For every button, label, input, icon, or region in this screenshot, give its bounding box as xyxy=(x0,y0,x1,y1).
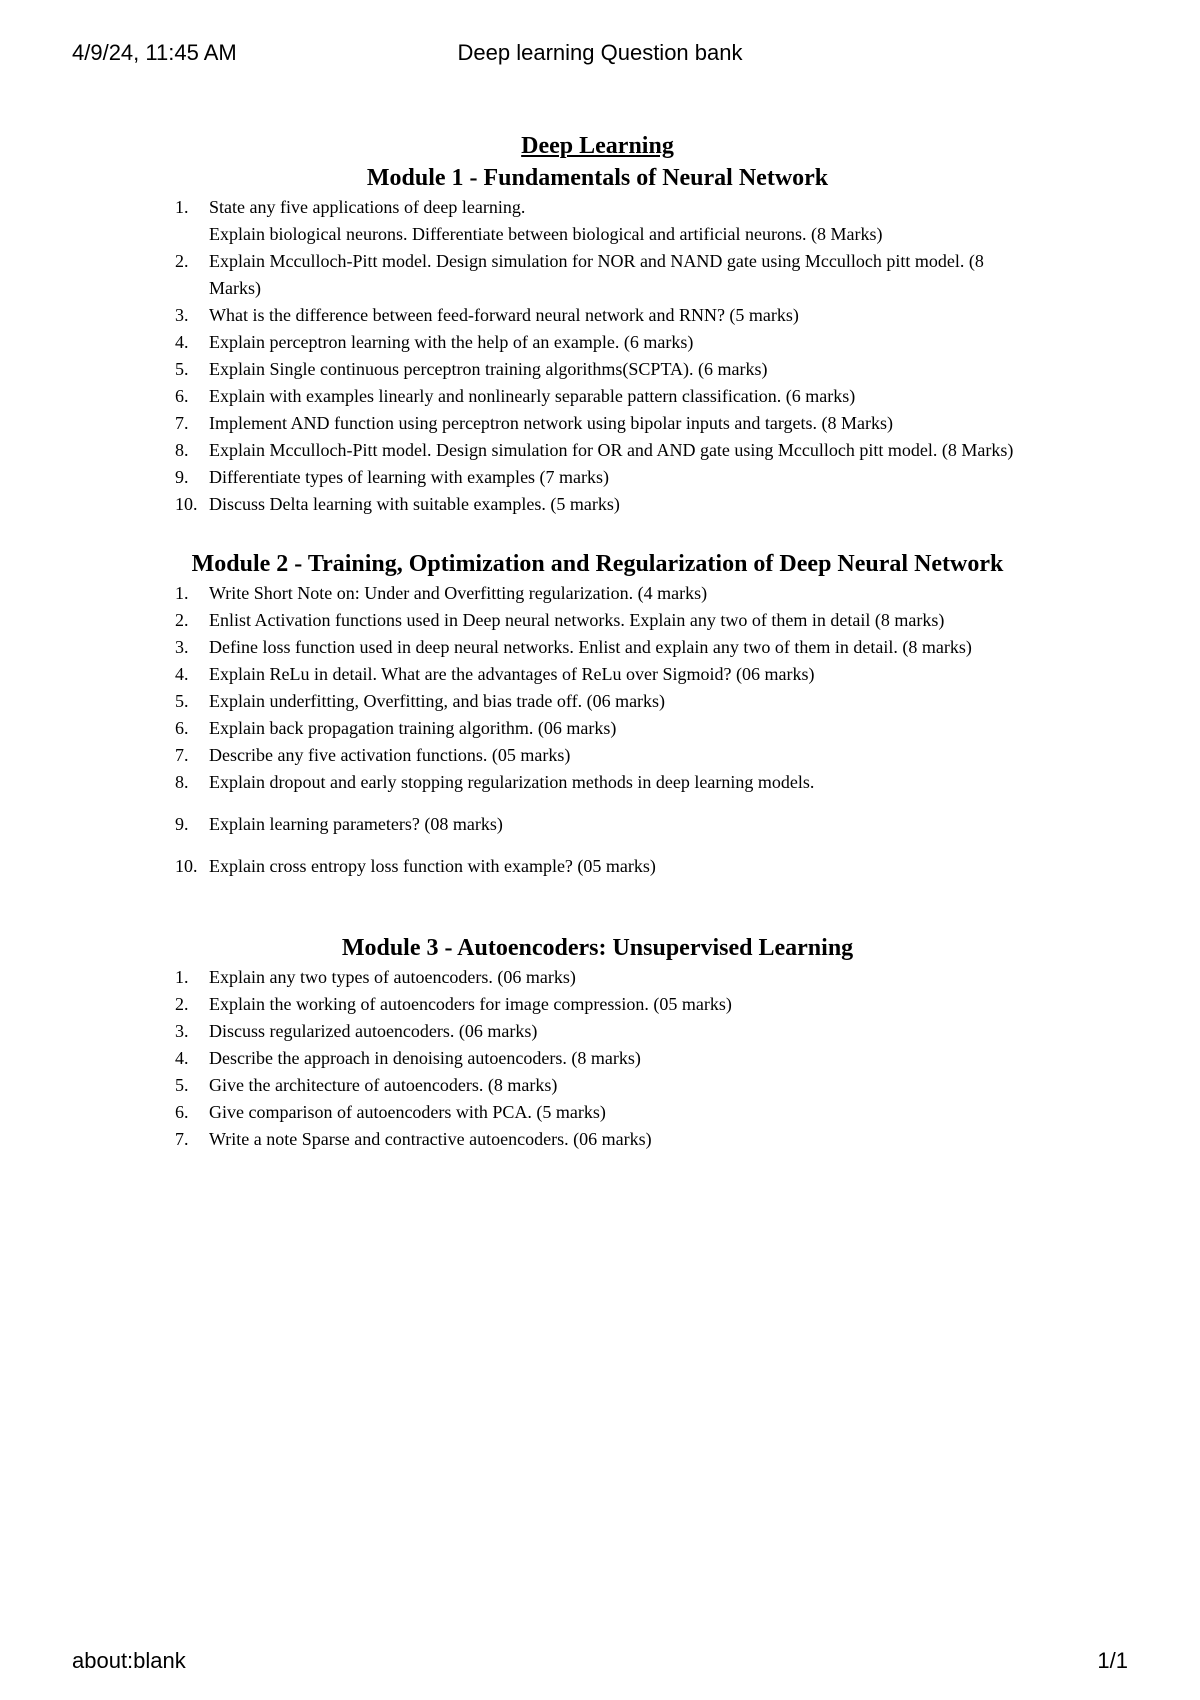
question-number: 5. xyxy=(175,691,189,711)
question-item xyxy=(175,742,1020,769)
question-number: 2. xyxy=(175,251,189,271)
question-number: 3. xyxy=(175,637,189,657)
print-header-title: Deep learning Question bank xyxy=(457,40,743,65)
question-text: Differentiate types of learning with examples (7 marks) xyxy=(209,467,610,487)
question-text: Explain perceptron learning with the help of an example. (6 marks) xyxy=(209,332,694,352)
question-text: Explain underfitting, Overfitting, and bias trade off. (06 marks) xyxy=(209,691,666,711)
question-item xyxy=(175,302,1020,329)
question-number: 6. xyxy=(175,718,189,738)
question-number: 4. xyxy=(175,332,189,352)
question-item xyxy=(175,329,1020,356)
question-number: 10. xyxy=(175,856,198,876)
question-item xyxy=(175,715,1020,742)
question-text: Enlist Activation functions used in Deep neural networks. Explain any two of them in detail (8 marks) xyxy=(209,610,945,630)
question-number: 1. xyxy=(175,197,189,217)
question-text: Define loss function used in deep neural networks. Enlist and explain any two of them in detail. (8 marks) xyxy=(209,637,972,657)
question-number: 1. xyxy=(175,583,189,603)
question-text: Explain Mcculloch-Pitt model. Design simulation for NOR and NAND gate using Mcculloch pitt model. (8 Marks) xyxy=(209,251,984,298)
question-number: 2. xyxy=(175,610,189,630)
module-3 xyxy=(175,932,1020,1153)
question-text-continued: Explain biological neurons. Differentiate between biological and artificial neurons. (8 Marks) xyxy=(209,224,883,244)
print-footer-url: about:blank xyxy=(72,1648,186,1673)
question-number: 9. xyxy=(175,467,189,487)
question-number: 3. xyxy=(175,305,189,325)
question-text: Explain Mcculloch-Pitt model. Design simulation for OR and AND gate using Mcculloch pitt model. (8 Marks) xyxy=(209,440,1014,460)
question-item xyxy=(175,811,1020,838)
question-number: 7. xyxy=(175,745,189,765)
question-item xyxy=(175,194,1020,248)
question-text: Implement AND function using perceptron network using bipolar inputs and targets. (8 Marks) xyxy=(209,413,894,433)
module-1 xyxy=(175,162,1020,518)
question-item xyxy=(175,964,1020,991)
question-number: 4. xyxy=(175,1048,189,1068)
question-number: 7. xyxy=(175,1129,189,1149)
question-item xyxy=(175,464,1020,491)
question-number: 2. xyxy=(175,994,189,1014)
question-text: Explain cross entropy loss function with example? (05 marks) xyxy=(209,856,656,876)
question-item xyxy=(175,491,1020,518)
question-item xyxy=(175,1072,1020,1099)
question-item xyxy=(175,248,1020,302)
document-title: Deep Learning xyxy=(521,133,674,159)
question-text: Explain learning parameters? (08 marks) xyxy=(209,814,503,834)
print-header-date: 4/9/24, 11:45 AM xyxy=(72,40,237,65)
question-text: Explain back propagation training algorithm. (06 marks) xyxy=(209,718,617,738)
question-item xyxy=(175,991,1020,1018)
question-number: 5. xyxy=(175,1075,189,1095)
question-number: 7. xyxy=(175,413,189,433)
question-item xyxy=(175,1126,1020,1153)
question-number: 9. xyxy=(175,814,189,834)
module-title: Module 3 - Autoencoders: Unsupervised Learning xyxy=(341,935,854,961)
module-title: Module 2 - Training, Optimization and Regularization of Deep Neural Network xyxy=(191,551,1004,577)
question-text: Explain dropout and early stopping regularization methods in deep learning models. xyxy=(209,772,815,792)
question-item xyxy=(175,634,1020,661)
question-item xyxy=(175,769,1020,796)
question-text: Discuss Delta learning with suitable examples. (5 marks) xyxy=(209,494,620,514)
question-item xyxy=(175,356,1020,383)
question-text: Discuss regularized autoencoders. (06 marks) xyxy=(209,1021,538,1041)
question-item xyxy=(175,1045,1020,1072)
question-item xyxy=(175,410,1020,437)
question-number: 6. xyxy=(175,386,189,406)
question-number: 6. xyxy=(175,1102,189,1122)
question-item xyxy=(175,853,1020,880)
question-text: Explain the working of autoencoders for image compression. (05 marks) xyxy=(209,994,732,1014)
question-list xyxy=(175,964,1020,1153)
question-item xyxy=(175,688,1020,715)
document-body xyxy=(175,130,1020,1153)
question-text: Explain any two types of autoencoders. (06 marks) xyxy=(209,967,576,987)
question-text: Explain with examples linearly and nonlinearly separable pattern classification. (6 marks) xyxy=(209,386,856,406)
question-text: Describe any five activation functions. (05 marks) xyxy=(209,745,571,765)
question-text: Write Short Note on: Under and Overfitting regularization. (4 marks) xyxy=(209,583,708,603)
question-item xyxy=(175,383,1020,410)
module-2 xyxy=(175,548,1020,880)
question-item xyxy=(175,607,1020,634)
question-text: Explain Single continuous perceptron training algorithms(SCPTA). (6 marks) xyxy=(209,359,768,379)
question-number: 8. xyxy=(175,772,189,792)
question-number: 10. xyxy=(175,494,198,514)
question-list xyxy=(175,194,1020,518)
question-item xyxy=(175,437,1020,464)
question-text: Give comparison of autoencoders with PCA. (5 marks) xyxy=(209,1102,606,1122)
question-number: 8. xyxy=(175,440,189,460)
question-item xyxy=(175,661,1020,688)
print-footer-page-number: 1/1 xyxy=(1097,1648,1128,1673)
question-text: Explain ReLu in detail. What are the advantages of ReLu over Sigmoid? (06 marks) xyxy=(209,664,815,684)
question-number: 1. xyxy=(175,967,189,987)
module-title: Module 1 - Fundamentals of Neural Network xyxy=(366,165,829,191)
question-number: 4. xyxy=(175,664,189,684)
question-text: Write a note Sparse and contractive autoencoders. (06 marks) xyxy=(209,1129,652,1149)
question-text: Describe the approach in denoising autoencoders. (8 marks) xyxy=(209,1048,641,1068)
question-item xyxy=(175,1018,1020,1045)
question-item xyxy=(175,1099,1020,1126)
question-list xyxy=(175,580,1020,880)
question-text: State any five applications of deep learning. xyxy=(209,197,526,217)
question-item xyxy=(175,580,1020,607)
question-text: What is the difference between feed-forward neural network and RNN? (5 marks) xyxy=(209,305,799,325)
question-text: Give the architecture of autoencoders. (8 marks) xyxy=(209,1075,558,1095)
question-number: 5. xyxy=(175,359,189,379)
question-number: 3. xyxy=(175,1021,189,1041)
